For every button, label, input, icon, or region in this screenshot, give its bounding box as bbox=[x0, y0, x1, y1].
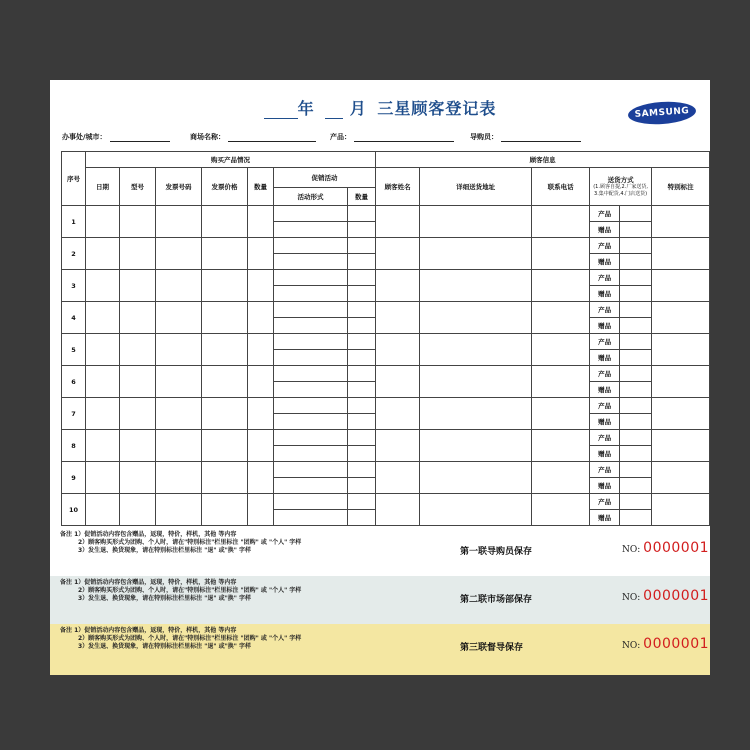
address-cell[interactable] bbox=[420, 366, 532, 398]
promo-qty-cell[interactable] bbox=[348, 206, 376, 222]
promo-qty-cell[interactable] bbox=[348, 462, 376, 478]
promo-form-cell[interactable] bbox=[274, 382, 348, 398]
row-number: 5 bbox=[62, 334, 86, 366]
date-cell[interactable] bbox=[86, 206, 120, 238]
promo-form-cell[interactable] bbox=[274, 286, 348, 302]
serial-label: NO: bbox=[622, 545, 641, 555]
promo-form-cell[interactable] bbox=[274, 334, 348, 350]
qty-cell[interactable] bbox=[248, 270, 274, 302]
row-number: 4 bbox=[62, 302, 86, 334]
form-title bbox=[50, 96, 710, 119]
item-type-label: 产品 bbox=[590, 494, 620, 510]
model-cell[interactable] bbox=[120, 206, 156, 238]
promo-form-cell[interactable] bbox=[274, 350, 348, 366]
date-cell[interactable] bbox=[86, 398, 120, 430]
invoice-no-cell[interactable] bbox=[156, 398, 202, 430]
delivery-method-cell[interactable] bbox=[620, 462, 652, 478]
serial-label: NO: bbox=[622, 593, 641, 603]
cust-name-header: 顾客姓名 bbox=[376, 168, 420, 206]
cust-name-cell[interactable] bbox=[376, 366, 420, 398]
month-label: 月 bbox=[349, 99, 367, 118]
table-row bbox=[62, 398, 710, 414]
promo-qty-cell[interactable] bbox=[348, 286, 376, 302]
remark-cell[interactable] bbox=[652, 462, 710, 494]
qty-cell[interactable] bbox=[248, 462, 274, 494]
item-type-label: 产品 bbox=[590, 430, 620, 446]
invoice-no-cell[interactable] bbox=[156, 302, 202, 334]
phone-cell[interactable] bbox=[532, 238, 590, 270]
qty-header: 数量 bbox=[248, 168, 274, 206]
address-cell[interactable] bbox=[420, 462, 532, 494]
promo-qty-cell[interactable] bbox=[348, 398, 376, 414]
notes bbox=[60, 531, 301, 555]
row-number: 6 bbox=[62, 366, 86, 398]
form-name: 三星顾客登记表 bbox=[377, 99, 497, 118]
notes bbox=[60, 627, 301, 651]
table-row bbox=[62, 494, 710, 510]
table-row bbox=[62, 270, 710, 286]
phone-cell[interactable] bbox=[532, 334, 590, 366]
address-cell[interactable] bbox=[420, 398, 532, 430]
serial-number bbox=[622, 588, 709, 604]
item-type-label: 赠品 bbox=[590, 286, 620, 302]
promo-form-cell[interactable] bbox=[274, 398, 348, 414]
cust-name-cell[interactable] bbox=[376, 398, 420, 430]
table-row bbox=[62, 206, 710, 222]
phone-cell[interactable] bbox=[532, 430, 590, 462]
guide-label: 导购员： bbox=[470, 133, 498, 141]
remark-cell[interactable] bbox=[652, 494, 710, 526]
promo-qty-cell[interactable] bbox=[348, 302, 376, 318]
guide-field[interactable] bbox=[470, 132, 581, 142]
promo-qty-cell[interactable] bbox=[348, 318, 376, 334]
copy-keeper-label: 第二联市场部保存 bbox=[460, 595, 533, 605]
invoice-price-cell[interactable] bbox=[202, 494, 248, 526]
cust-name-cell[interactable] bbox=[376, 494, 420, 526]
promo-form-cell[interactable] bbox=[274, 222, 348, 238]
promo-qty-cell[interactable] bbox=[348, 382, 376, 398]
row-number: 1 bbox=[62, 206, 86, 238]
serial-value: 0000001 bbox=[643, 540, 710, 556]
date-cell[interactable] bbox=[86, 494, 120, 526]
promo-qty-header: 数量 bbox=[348, 188, 376, 206]
invoice-no-cell[interactable] bbox=[156, 206, 202, 238]
remark-cell[interactable] bbox=[652, 334, 710, 366]
delivery-method-cell[interactable] bbox=[620, 366, 652, 382]
row-number: 3 bbox=[62, 270, 86, 302]
table-row bbox=[62, 238, 710, 254]
promo-qty-cell[interactable] bbox=[348, 366, 376, 382]
remark-cell[interactable] bbox=[652, 366, 710, 398]
note-line-1: 备注 1）促销活动内容包含赠品，返现，特价，样机，其他 等内容 bbox=[60, 579, 237, 586]
table-row bbox=[62, 334, 710, 350]
office-label: 办事处/城市： bbox=[62, 133, 107, 141]
promo-form-cell[interactable] bbox=[274, 446, 348, 462]
note-line-2: 2）顾客购买形式为团购、个人时，请在"特别标注"栏里标注 "团购" 或 "个人" 字样 bbox=[78, 635, 302, 642]
promo-qty-cell[interactable] bbox=[348, 334, 376, 350]
delivery-method-cell[interactable] bbox=[620, 302, 652, 318]
cust-name-cell[interactable] bbox=[376, 238, 420, 270]
item-type-label: 赠品 bbox=[590, 414, 620, 430]
cust-name-cell[interactable] bbox=[376, 462, 420, 494]
invoice-no-cell[interactable] bbox=[156, 238, 202, 270]
promo-form-cell[interactable] bbox=[274, 510, 348, 526]
serial-number bbox=[622, 540, 709, 556]
delivery-method-cell[interactable] bbox=[620, 414, 652, 430]
model-cell[interactable] bbox=[120, 398, 156, 430]
address-cell[interactable] bbox=[420, 206, 532, 238]
cust-name-cell[interactable] bbox=[376, 302, 420, 334]
promo-qty-cell[interactable] bbox=[348, 478, 376, 494]
remark-cell[interactable] bbox=[652, 302, 710, 334]
promo-form-cell[interactable] bbox=[274, 478, 348, 494]
promo-form-cell[interactable] bbox=[274, 414, 348, 430]
delivery-method-cell[interactable] bbox=[620, 238, 652, 254]
header-fields bbox=[62, 132, 698, 146]
address-cell[interactable] bbox=[420, 494, 532, 526]
phone-header: 联系电话 bbox=[532, 168, 590, 206]
serial-value: 0000001 bbox=[643, 636, 710, 652]
model-cell[interactable] bbox=[120, 334, 156, 366]
item-type-label: 赠品 bbox=[590, 510, 620, 526]
invoice-no-cell[interactable] bbox=[156, 270, 202, 302]
note-line-2: 2）顾客购买形式为团购、个人时，请在"特别标注"栏里标注 "团购" 或 "个人" 字样 bbox=[78, 587, 302, 594]
promo-form-cell[interactable] bbox=[274, 270, 348, 286]
serial-label: NO: bbox=[622, 641, 641, 651]
invoice-price-cell[interactable] bbox=[202, 366, 248, 398]
table-row bbox=[62, 430, 710, 446]
note-line-3: 3）发生退、换货现象，请在特别标注栏里标注 "退" 或"换" 字样 bbox=[78, 643, 251, 650]
invoice-price-cell[interactable] bbox=[202, 334, 248, 366]
promo-form-cell[interactable] bbox=[274, 318, 348, 334]
phone-cell[interactable] bbox=[532, 366, 590, 398]
invoice-no-header: 发票号码 bbox=[156, 168, 202, 206]
delivery-method-cell[interactable] bbox=[620, 446, 652, 462]
promo-form-cell[interactable] bbox=[274, 366, 348, 382]
item-type-label: 赠品 bbox=[590, 254, 620, 270]
delivery-method-cell[interactable] bbox=[620, 318, 652, 334]
customer-header: 顾客信息 bbox=[376, 152, 710, 168]
delivery-method-cell[interactable] bbox=[620, 350, 652, 366]
invoice-price-header: 发票价格 bbox=[202, 168, 248, 206]
row-number: 10 bbox=[62, 494, 86, 526]
delivery-options-1: (1.顾客自提,2.厂家送货, bbox=[593, 183, 648, 190]
item-type-label: 赠品 bbox=[590, 318, 620, 334]
table-row bbox=[62, 462, 710, 478]
invoice-price-cell[interactable] bbox=[202, 302, 248, 334]
delivery-method-cell[interactable] bbox=[620, 510, 652, 526]
date-cell[interactable] bbox=[86, 270, 120, 302]
invoice-no-cell[interactable] bbox=[156, 494, 202, 526]
copy-keeper-label: 第一联导购员保存 bbox=[460, 547, 533, 557]
year-blank[interactable] bbox=[264, 104, 298, 119]
date-cell[interactable] bbox=[86, 430, 120, 462]
remark-cell[interactable] bbox=[652, 238, 710, 270]
date-cell[interactable] bbox=[86, 302, 120, 334]
item-type-label: 赠品 bbox=[590, 382, 620, 398]
promo-qty-cell[interactable] bbox=[348, 238, 376, 254]
invoice-price-cell[interactable] bbox=[202, 462, 248, 494]
delivery-method-cell[interactable] bbox=[620, 382, 652, 398]
month-blank[interactable] bbox=[325, 104, 343, 119]
item-type-label: 产品 bbox=[590, 270, 620, 286]
address-header: 详细送货地址 bbox=[420, 168, 532, 206]
item-type-label: 赠品 bbox=[590, 222, 620, 238]
delivery-method-cell[interactable] bbox=[620, 206, 652, 222]
invoice-price-cell[interactable] bbox=[202, 270, 248, 302]
promo-form-cell[interactable] bbox=[274, 206, 348, 222]
invoice-no-cell[interactable] bbox=[156, 430, 202, 462]
purchase-header: 购买产品情况 bbox=[86, 152, 376, 168]
cust-name-cell[interactable] bbox=[376, 206, 420, 238]
item-type-label: 产品 bbox=[590, 206, 620, 222]
promo-header: 促销活动 bbox=[274, 168, 376, 188]
promo-qty-cell[interactable] bbox=[348, 430, 376, 446]
delivery-method-cell[interactable] bbox=[620, 334, 652, 350]
qty-cell[interactable] bbox=[248, 430, 274, 462]
remark-cell[interactable] bbox=[652, 206, 710, 238]
notes bbox=[60, 579, 301, 603]
table-row bbox=[62, 366, 710, 382]
address-cell[interactable] bbox=[420, 302, 532, 334]
row-number: 8 bbox=[62, 430, 86, 462]
date-header: 日期 bbox=[86, 168, 120, 206]
cust-name-cell[interactable] bbox=[376, 334, 420, 366]
samsung-logo: SAMSUNG bbox=[627, 100, 696, 127]
qty-cell[interactable] bbox=[248, 398, 274, 430]
model-cell[interactable] bbox=[120, 302, 156, 334]
copy-2-band bbox=[50, 576, 710, 624]
promo-qty-cell[interactable] bbox=[348, 270, 376, 286]
promo-form-header: 活动形式 bbox=[274, 188, 348, 206]
delivery-method-cell[interactable] bbox=[620, 430, 652, 446]
delivery-method-cell[interactable] bbox=[620, 270, 652, 286]
cust-name-cell[interactable] bbox=[376, 430, 420, 462]
model-cell[interactable] bbox=[120, 366, 156, 398]
row-number: 9 bbox=[62, 462, 86, 494]
item-type-label: 产品 bbox=[590, 334, 620, 350]
delivery-method-cell[interactable] bbox=[620, 286, 652, 302]
customer-table bbox=[61, 151, 710, 526]
item-type-label: 产品 bbox=[590, 462, 620, 478]
phone-cell[interactable] bbox=[532, 494, 590, 526]
note-line-1: 备注 1）促销活动内容包含赠品，返现，特价，样机，其他 等内容 bbox=[60, 627, 237, 634]
qty-cell[interactable] bbox=[248, 334, 274, 366]
invoice-price-cell[interactable] bbox=[202, 430, 248, 462]
invoice-no-cell[interactable] bbox=[156, 334, 202, 366]
promo-form-cell[interactable] bbox=[274, 302, 348, 318]
qty-cell[interactable] bbox=[248, 206, 274, 238]
mall-field[interactable] bbox=[190, 132, 316, 142]
product-label: 产品： bbox=[330, 133, 351, 141]
promo-qty-cell[interactable] bbox=[348, 350, 376, 366]
item-type-label: 产品 bbox=[590, 302, 620, 318]
date-cell[interactable] bbox=[86, 462, 120, 494]
delivery-method-cell[interactable] bbox=[620, 398, 652, 414]
address-cell[interactable] bbox=[420, 430, 532, 462]
promo-form-cell[interactable] bbox=[274, 254, 348, 270]
phone-cell[interactable] bbox=[532, 302, 590, 334]
note-line-3: 3）发生退、换货现象，请在特别标注栏里标注 "退" 或"换" 字样 bbox=[78, 547, 251, 554]
delivery-title: 送货方式 bbox=[607, 175, 634, 184]
qty-cell[interactable] bbox=[248, 494, 274, 526]
phone-cell[interactable] bbox=[532, 462, 590, 494]
delivery-method-cell[interactable] bbox=[620, 494, 652, 510]
remark-cell[interactable] bbox=[652, 398, 710, 430]
promo-qty-cell[interactable] bbox=[348, 510, 376, 526]
item-type-label: 赠品 bbox=[590, 446, 620, 462]
item-type-label: 赠品 bbox=[590, 350, 620, 366]
row-number: 7 bbox=[62, 398, 86, 430]
invoice-price-cell[interactable] bbox=[202, 398, 248, 430]
promo-qty-cell[interactable] bbox=[348, 222, 376, 238]
delivery-header bbox=[590, 168, 652, 206]
delivery-method-cell[interactable] bbox=[620, 254, 652, 270]
copy-1-band bbox=[50, 528, 710, 576]
phone-cell[interactable] bbox=[532, 206, 590, 238]
note-line-1: 备注 1）促销活动内容包含赠品，返现，特价，样机，其他 等内容 bbox=[60, 531, 237, 538]
promo-form-cell[interactable] bbox=[274, 430, 348, 446]
date-cell[interactable] bbox=[86, 366, 120, 398]
promo-form-cell[interactable] bbox=[274, 494, 348, 510]
delivery-method-cell[interactable] bbox=[620, 222, 652, 238]
delivery-options-2: 3.集中配货,4.门店送货) bbox=[594, 190, 648, 197]
table-row bbox=[62, 302, 710, 318]
address-cell[interactable] bbox=[420, 238, 532, 270]
promo-form-cell[interactable] bbox=[274, 238, 348, 254]
remark-header: 特别标注 bbox=[652, 168, 710, 206]
model-cell[interactable] bbox=[120, 270, 156, 302]
cust-name-cell[interactable] bbox=[376, 270, 420, 302]
note-line-2: 2）顾客购买形式为团购、个人时，请在"特别标注"栏里标注 "团购" 或 "个人" 字样 bbox=[78, 539, 302, 546]
invoice-no-cell[interactable] bbox=[156, 366, 202, 398]
date-cell[interactable] bbox=[86, 334, 120, 366]
year-label: 年 bbox=[297, 99, 315, 118]
item-type-label: 赠品 bbox=[590, 478, 620, 494]
address-cell[interactable] bbox=[420, 270, 532, 302]
item-type-label: 产品 bbox=[590, 238, 620, 254]
qty-cell[interactable] bbox=[248, 366, 274, 398]
model-cell[interactable] bbox=[120, 494, 156, 526]
serial-value: 0000001 bbox=[643, 588, 710, 604]
qty-cell[interactable] bbox=[248, 238, 274, 270]
promo-qty-cell[interactable] bbox=[348, 494, 376, 510]
promo-form-cell[interactable] bbox=[274, 462, 348, 478]
office-field[interactable] bbox=[62, 132, 170, 142]
model-cell[interactable] bbox=[120, 238, 156, 270]
serial-number bbox=[622, 636, 709, 652]
phone-cell[interactable] bbox=[532, 398, 590, 430]
model-header: 型号 bbox=[120, 168, 156, 206]
invoice-no-cell[interactable] bbox=[156, 462, 202, 494]
remark-cell[interactable] bbox=[652, 430, 710, 462]
item-type-label: 产品 bbox=[590, 366, 620, 382]
mall-label: 商场名称： bbox=[190, 133, 225, 141]
product-field[interactable] bbox=[330, 132, 454, 142]
qty-cell[interactable] bbox=[248, 302, 274, 334]
invoice-price-cell[interactable] bbox=[202, 238, 248, 270]
promo-qty-cell[interactable] bbox=[348, 446, 376, 462]
date-cell[interactable] bbox=[86, 238, 120, 270]
item-type-label: 产品 bbox=[590, 398, 620, 414]
remark-cell[interactable] bbox=[652, 270, 710, 302]
delivery-method-cell[interactable] bbox=[620, 478, 652, 494]
invoice-price-cell[interactable] bbox=[202, 206, 248, 238]
address-cell[interactable] bbox=[420, 334, 532, 366]
note-line-3: 3）发生退、换货现象，请在特别标注栏里标注 "退" 或"换" 字样 bbox=[78, 595, 251, 602]
copy-3-band bbox=[50, 624, 710, 675]
model-cell[interactable] bbox=[120, 430, 156, 462]
model-cell[interactable] bbox=[120, 462, 156, 494]
phone-cell[interactable] bbox=[532, 270, 590, 302]
seq-header: 序号 bbox=[62, 152, 86, 206]
table-body bbox=[62, 206, 710, 526]
copy-keeper-label: 第三联督导保存 bbox=[460, 643, 524, 653]
row-number: 2 bbox=[62, 238, 86, 270]
promo-qty-cell[interactable] bbox=[348, 414, 376, 430]
promo-qty-cell[interactable] bbox=[348, 254, 376, 270]
